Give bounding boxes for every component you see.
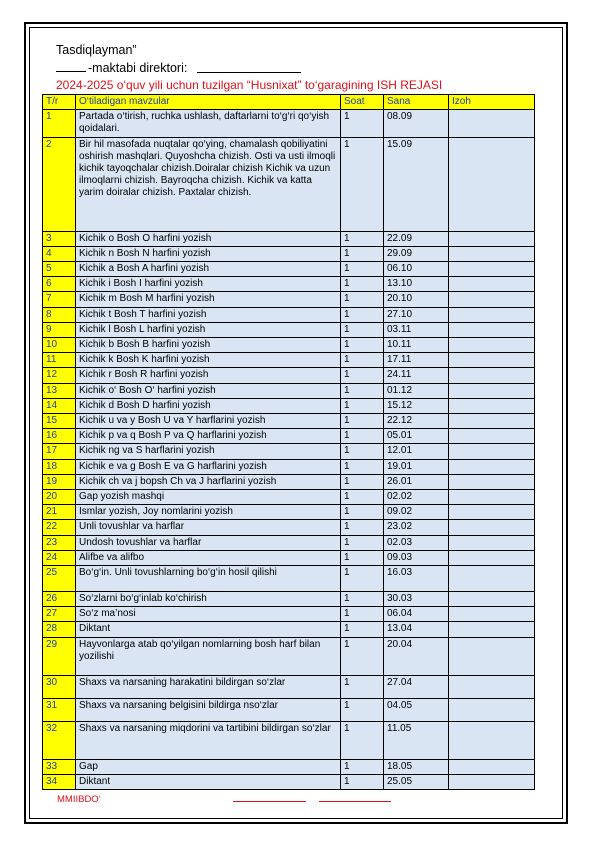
row-hours: 1 [341, 398, 384, 413]
row-note [449, 368, 535, 383]
row-number: 15 [43, 414, 76, 429]
table-row [43, 459, 535, 474]
row-number: 11 [43, 353, 76, 368]
row-hours: 1 [341, 505, 384, 520]
row-date: 26.01 [384, 474, 449, 489]
table-row [43, 137, 535, 231]
row-number: 3 [43, 231, 76, 246]
row-topic: Gap yozish mashqi [76, 490, 341, 505]
table-row [43, 353, 535, 368]
table-row [43, 338, 535, 353]
row-date: 20.04 [384, 637, 449, 675]
document-title: 2024-2025 o‘quv yili uchun tuzilgan “Husnixat” to‘garagining ISH REJASI [56, 78, 443, 92]
row-hours: 1 [341, 444, 384, 459]
row-date: 09.02 [384, 505, 449, 520]
row-hours: 1 [341, 383, 384, 398]
row-number: 30 [43, 675, 76, 698]
row-number: 16 [43, 429, 76, 444]
row-hours: 1 [341, 759, 384, 774]
row-hours: 1 [341, 520, 384, 535]
row-date: 17.11 [384, 353, 449, 368]
row-hours: 1 [341, 566, 384, 592]
row-note [449, 607, 535, 622]
row-note [449, 292, 535, 307]
row-date: 20.10 [384, 292, 449, 307]
table-row [43, 110, 535, 137]
row-date: 25.05 [384, 774, 449, 789]
row-hours: 1 [341, 637, 384, 675]
row-number: 27 [43, 607, 76, 622]
row-note [449, 592, 535, 607]
row-date: 24.11 [384, 368, 449, 383]
row-note [449, 675, 535, 698]
row-topic: Bo‘g‘in. Unli tovushlarning bo‘g‘in hosil qilishi [76, 566, 341, 592]
row-number: 1 [43, 110, 76, 137]
row-date: 01.12 [384, 383, 449, 398]
row-topic: Kichik i Bosh I harfini yozish [76, 277, 341, 292]
row-date: 02.02 [384, 490, 449, 505]
director-signature-blank [197, 72, 301, 73]
row-date: 02.03 [384, 535, 449, 550]
row-number: 21 [43, 505, 76, 520]
row-topic: Shaxs va narsaning miqdorini va tartibini bildirgan so‘zlar [76, 721, 341, 759]
row-note [449, 322, 535, 337]
row-topic: Kichik ch va j bopsh Ch va J harflarini yozish [76, 474, 341, 489]
row-note [449, 277, 535, 292]
row-date: 04.05 [384, 698, 449, 721]
table-row [43, 383, 535, 398]
row-topic: Kichik p va q Bosh P va Q harflarini yozish [76, 429, 341, 444]
row-date: 16.03 [384, 566, 449, 592]
row-number: 32 [43, 721, 76, 759]
row-topic: Kichik o Bosh O harfini yozish [76, 231, 341, 246]
row-topic: Shaxs va narsaning harakatini bildirgan so‘zlar [76, 675, 341, 698]
row-note [449, 459, 535, 474]
row-topic: Kichik m Bosh M harfini yozish [76, 292, 341, 307]
row-topic: Diktant [76, 774, 341, 789]
table-row [43, 520, 535, 535]
row-hours: 1 [341, 231, 384, 246]
director-line [56, 61, 301, 75]
row-hours: 1 [341, 535, 384, 550]
row-note [449, 774, 535, 789]
row-topic: Undosh tovushlar va harflar [76, 535, 341, 550]
row-date: 08.09 [384, 110, 449, 137]
table-row [43, 429, 535, 444]
row-hours: 1 [341, 338, 384, 353]
row-topic: Kichik t Bosh T harfini yozish [76, 307, 341, 322]
row-hours: 1 [341, 429, 384, 444]
row-topic: So‘z ma’nosi [76, 607, 341, 622]
table-row [43, 637, 535, 675]
table-row [43, 592, 535, 607]
row-topic: Partada o‘tirish, ruchka ushlash, daftarlarni to‘g‘ri qo‘yish qoidalari. [76, 110, 341, 137]
work-plan-table [42, 94, 535, 790]
table-row [43, 607, 535, 622]
row-number: 33 [43, 759, 76, 774]
table-row [43, 277, 535, 292]
row-number: 13 [43, 383, 76, 398]
table-row [43, 322, 535, 337]
row-number: 28 [43, 622, 76, 637]
table-row [43, 698, 535, 721]
row-date: 06.10 [384, 262, 449, 277]
column-header-note: Izoh [449, 95, 535, 110]
row-note [449, 474, 535, 489]
row-date: 12.01 [384, 444, 449, 459]
row-note [449, 505, 535, 520]
row-number: 10 [43, 338, 76, 353]
row-number: 22 [43, 520, 76, 535]
row-number: 7 [43, 292, 76, 307]
row-note [449, 429, 535, 444]
row-date: 27.04 [384, 675, 449, 698]
row-topic: Kichik o‘ Bosh O‘ harfini yozish [76, 383, 341, 398]
row-hours: 1 [341, 110, 384, 137]
row-topic: Kichik r Bosh R harfini yozish [76, 368, 341, 383]
row-note [449, 637, 535, 675]
table-row [43, 246, 535, 261]
row-date: 06.04 [384, 607, 449, 622]
row-topic: Kichik ng va S harflarini yozish [76, 444, 341, 459]
row-date: 13.10 [384, 277, 449, 292]
row-note [449, 110, 535, 137]
row-note [449, 520, 535, 535]
row-number: 5 [43, 262, 76, 277]
row-date: 22.12 [384, 414, 449, 429]
row-topic: Kichik k Bosh K harfini yozish [76, 353, 341, 368]
approval-line: Tasdiqlayman” [56, 43, 137, 57]
row-number: 6 [43, 277, 76, 292]
table-row [43, 368, 535, 383]
table-row [43, 550, 535, 565]
signature-blank-2 [319, 801, 391, 802]
row-note [449, 698, 535, 721]
row-number: 24 [43, 550, 76, 565]
row-note [449, 262, 535, 277]
row-note [449, 759, 535, 774]
row-hours: 1 [341, 307, 384, 322]
row-date: 05.01 [384, 429, 449, 444]
row-hours: 1 [341, 292, 384, 307]
table-row [43, 474, 535, 489]
row-date: 13.04 [384, 622, 449, 637]
row-topic: So‘zlarni bo‘g‘inlab ko‘chirish [76, 592, 341, 607]
table-row [43, 444, 535, 459]
row-topic: Kichik l Bosh L harfini yozish [76, 322, 341, 337]
row-topic: Kichik u va y Bosh U va Y harflarini yozish [76, 414, 341, 429]
row-note [449, 444, 535, 459]
row-date: 09.03 [384, 550, 449, 565]
column-header-number: T/r [43, 95, 76, 110]
row-date: 23.02 [384, 520, 449, 535]
row-topic: Bir hil masofada nuqtalar qo‘ying, chamalash qobiliyatini oshirish mashqlari. Quyoshcha chizish. Osti va usti ilmoqli kichik tayoqchalar chizish.Doiralar chizish Kichik va uzun ilmoqlarni chizish. Bayroqcha chizish. Kichik va katta yarim doiralar chizish. Paxtalar chizish. [76, 137, 341, 231]
table-row [43, 759, 535, 774]
row-hours: 1 [341, 137, 384, 231]
row-date: 30.03 [384, 592, 449, 607]
table-row [43, 622, 535, 637]
column-header-date: Sana [384, 95, 449, 110]
row-number: 34 [43, 774, 76, 789]
row-hours: 1 [341, 459, 384, 474]
row-number: 4 [43, 246, 76, 261]
row-note [449, 398, 535, 413]
signature-blank-1 [233, 801, 306, 802]
row-date: 19.01 [384, 459, 449, 474]
table-row [43, 307, 535, 322]
row-note [449, 721, 535, 759]
row-hours: 1 [341, 262, 384, 277]
row-topic: Kichik e va g Bosh E va G harflarini yozish [76, 459, 341, 474]
row-note [449, 246, 535, 261]
row-note [449, 414, 535, 429]
row-number: 25 [43, 566, 76, 592]
table-row [43, 675, 535, 698]
row-note [449, 307, 535, 322]
table-row [43, 535, 535, 550]
table-row [43, 292, 535, 307]
row-note [449, 231, 535, 246]
table-row [43, 505, 535, 520]
row-hours: 1 [341, 592, 384, 607]
row-date: 18.05 [384, 759, 449, 774]
row-note [449, 622, 535, 637]
row-note [449, 353, 535, 368]
row-note [449, 383, 535, 398]
school-number-blank [56, 71, 86, 72]
row-hours: 1 [341, 721, 384, 759]
row-hours: 1 [341, 246, 384, 261]
row-number: 9 [43, 322, 76, 337]
row-hours: 1 [341, 774, 384, 789]
table-row [43, 398, 535, 413]
column-header-topic: O‘tiladigan mavzular [76, 95, 341, 110]
row-number: 29 [43, 637, 76, 675]
row-topic: Alifbe va alifbo [76, 550, 341, 565]
table-row [43, 414, 535, 429]
row-topic: Shaxs va narsaning belgisini bildirga nso‘zlar [76, 698, 341, 721]
row-date: 11.05 [384, 721, 449, 759]
row-topic: Kichik b Bosh B harfini yozish [76, 338, 341, 353]
row-number: 26 [43, 592, 76, 607]
table-row [43, 774, 535, 789]
row-hours: 1 [341, 698, 384, 721]
table-header-row [43, 95, 535, 110]
row-note [449, 338, 535, 353]
row-hours: 1 [341, 322, 384, 337]
row-number: 17 [43, 444, 76, 459]
row-hours: 1 [341, 368, 384, 383]
row-note [449, 490, 535, 505]
row-number: 23 [43, 535, 76, 550]
row-number: 19 [43, 474, 76, 489]
row-number: 8 [43, 307, 76, 322]
row-hours: 1 [341, 277, 384, 292]
row-note [449, 137, 535, 231]
row-date: 10.11 [384, 338, 449, 353]
row-number: 12 [43, 368, 76, 383]
row-date: 15.12 [384, 398, 449, 413]
row-note [449, 535, 535, 550]
row-topic: Diktant [76, 622, 341, 637]
row-topic: Gap [76, 759, 341, 774]
row-topic: Hayvonlarga atab qo‘yilgan nomlarning bosh harf bilan yozilishi [76, 637, 341, 675]
row-hours: 1 [341, 622, 384, 637]
row-topic: Ismlar yozish, Joy nomlarini yozish [76, 505, 341, 520]
row-date: 29.09 [384, 246, 449, 261]
table-row [43, 231, 535, 246]
director-label: -maktabi direktori: [88, 61, 188, 75]
row-note [449, 550, 535, 565]
row-hours: 1 [341, 353, 384, 368]
row-hours: 1 [341, 550, 384, 565]
row-topic: Kichik a Bosh A harfini yozish [76, 262, 341, 277]
row-hours: 1 [341, 607, 384, 622]
column-header-hours: Soat [341, 95, 384, 110]
row-number: 20 [43, 490, 76, 505]
footer-signature-label: MMIIBDO‘ [57, 794, 101, 805]
row-date: 27.10 [384, 307, 449, 322]
row-number: 14 [43, 398, 76, 413]
row-hours: 1 [341, 414, 384, 429]
row-topic: Kichik n Bosh N harfini yozish [76, 246, 341, 261]
row-topic: Unli tovushlar va harflar [76, 520, 341, 535]
table-row [43, 721, 535, 759]
table-row [43, 262, 535, 277]
row-date: 03.11 [384, 322, 449, 337]
row-date: 15.09 [384, 137, 449, 231]
table-row [43, 566, 535, 592]
row-topic: Kichik d Bosh D harfini yozish [76, 398, 341, 413]
row-hours: 1 [341, 474, 384, 489]
row-date: 22.09 [384, 231, 449, 246]
row-number: 18 [43, 459, 76, 474]
row-number: 31 [43, 698, 76, 721]
table-row [43, 490, 535, 505]
row-hours: 1 [341, 490, 384, 505]
row-number: 2 [43, 137, 76, 231]
row-hours: 1 [341, 675, 384, 698]
row-note [449, 566, 535, 592]
